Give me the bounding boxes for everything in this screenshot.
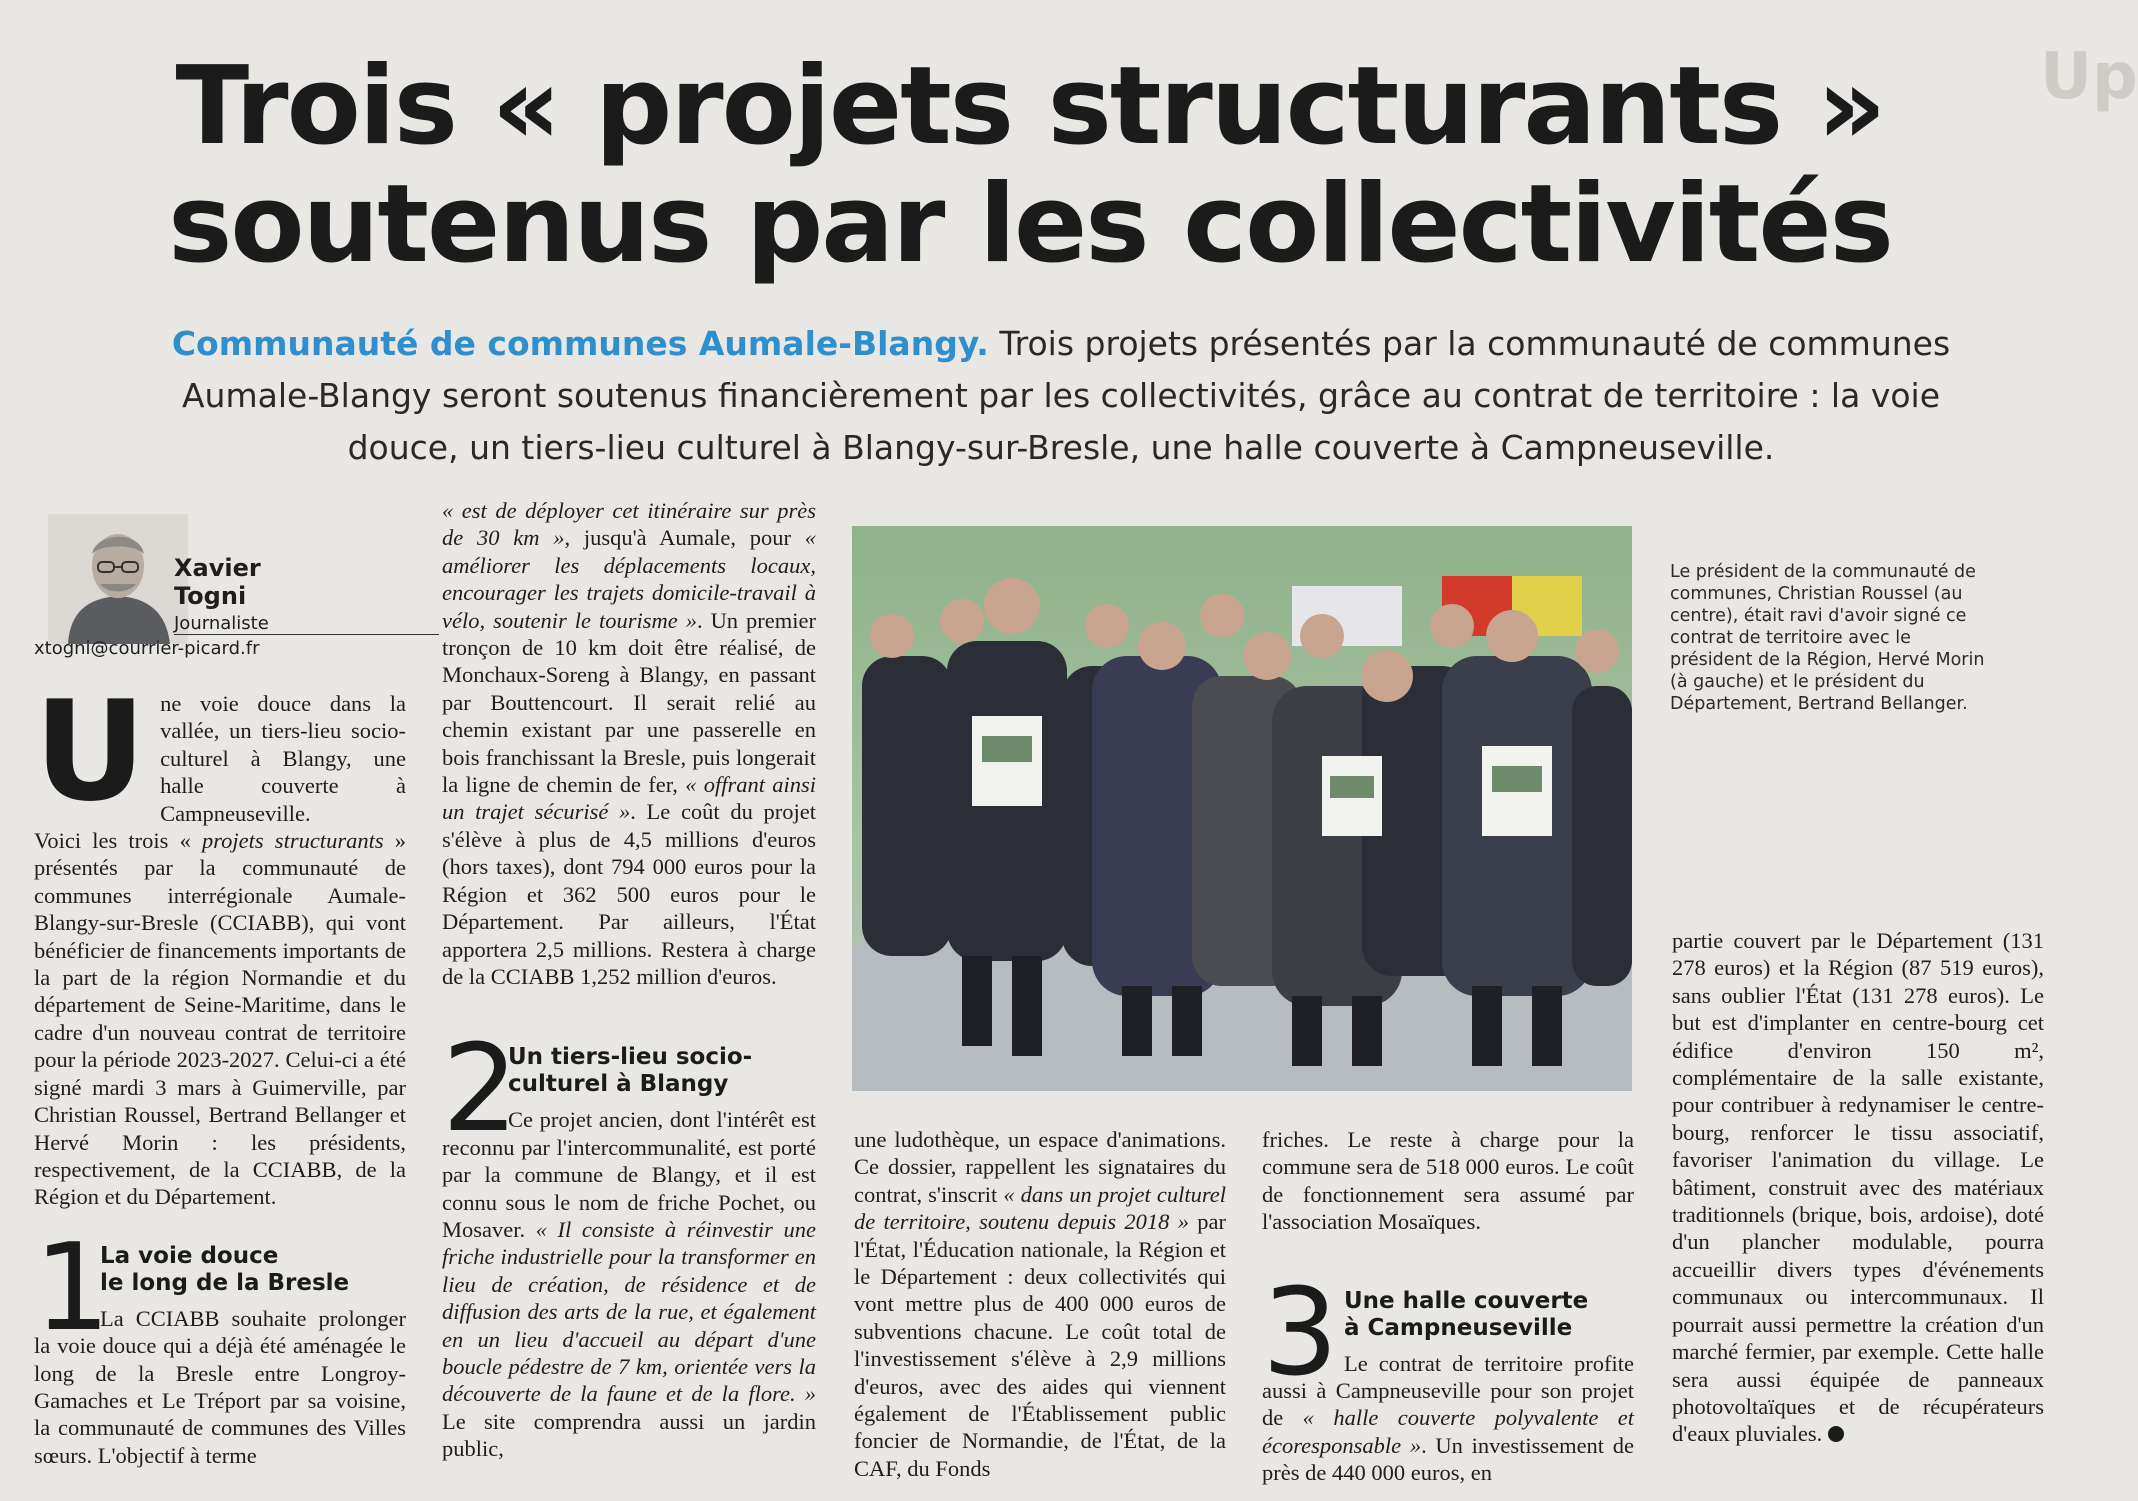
author-role: Journaliste bbox=[174, 613, 269, 634]
article-headline bbox=[150, 44, 1910, 287]
author-photo bbox=[48, 514, 188, 644]
section-2-title: Un tiers-lieu socio- culturel à Blangy bbox=[508, 1044, 753, 1098]
tiers-lieu-continued: une ludothèque, un espace d'animations. Ce dossier, rappellent les signataires du contrat, s'inscrit « dans un projet culturel de territoire, soutenu depuis 2018 » par l'État, l'Éducation nationale, la Région et le Département : deux collectivités qui vont mettre plus de 400 000 euros de subventions chacune. Le coût total de l'investissement s'élève à 2,9 millions d'euros, avec des aides qui viennent également de l'Établissement public foncier de Normandie, de l'État, de la CAF, du Fonds bbox=[854, 1127, 1227, 1481]
column-1 bbox=[34, 671, 406, 1469]
column-4 bbox=[1262, 1126, 1634, 1487]
headline-line-2: soutenus par les collectivités bbox=[168, 162, 1892, 287]
author-block bbox=[34, 510, 406, 660]
headline-line-1: Trois « projets structurants » bbox=[175, 44, 1885, 169]
section-3-title: Une halle couverte à Campneuseville bbox=[1344, 1287, 1589, 1341]
standfirst-kicker: Communauté de communes Aumale-Blangy. bbox=[171, 324, 989, 363]
section-2-heading bbox=[442, 1020, 816, 1160]
section-1-text: La CCIABB souhaite prolonger la voie douce qui a déjà été aménagée le long de la Bresle entre Longroy-Gamaches et Le Tréport par sa voisine, la communauté de communes des Villes sœurs. L'objectif à terme bbox=[34, 1305, 406, 1468]
end-of-article-bullet bbox=[1828, 1426, 1844, 1442]
column-5 bbox=[1672, 927, 2044, 1448]
section-1-heading bbox=[34, 1218, 406, 1358]
voie-douce-continued: « est de déployer cet itinéraire sur près de 30 km », jusqu'à Aumale, pour « améliorer les déplacements locaux, encourager les trajets domicile-travail à vélo, soutenir le tourisme ». Un premier tronçon de 10 km doit être réalisé, de Monchaux-Soreng à Blangy, en passant par Bouttencourt. Il serait relié au chemin existant par une passerelle en bois franchissant la Bresle, puis longerait la ligne de chemin de fer, « offrant ainsi un trajet sécurisé ». Le coût du projet s'élève à plus de 4,5 millions d'euros (hors taxes), dont 794 000 euros pour la Région et 362 500 euros pour le Département. Par ailleurs, l'État apportera 2,5 millions. Restera à charge de la CCIABB 1,252 million d'euros. bbox=[442, 498, 817, 989]
section-3-heading bbox=[1262, 1263, 1634, 1403]
drop-cap: U bbox=[34, 671, 147, 832]
section-2-text: Ce projet ancien, dont l'intérêt est reconnu par l'intercommunalité, est porté par la commune de Blangy, et il est connu sous le nom de friche Pochet, ou Mosaver. « Il consiste à réinvestir une friche industrielle pour la transformer en lieu de création, de résidence et de diffusion des arts de la rue, et également en un lieu d'accueil au départ d'une boucle pédestre de 7 km, orientée vers la découverte de la faune et de la flore. » Le site comprendra aussi un jardin public, bbox=[442, 1107, 816, 1462]
section-2-number: 2 bbox=[442, 1020, 519, 1160]
intro-paragraph: Voici les trois « projets structurants » présentés par la communauté de communes interrégionale Aumale-Blangy-sur-Bresle (CCIABB), qui vont bénéficier de financements importants de la part de la région Normandie et du département de Seine-Maritime, dans le cadre d'un nouveau contrat de territoire pour la période 2023-2027. Celui-ci a été signé mardi 3 mars à Guimerville, par Christian Roussel, Bertrand Bellanger et Hervé Morin : les présidents, respectivement, de la CCIABB, de la Région et du Département. bbox=[34, 828, 406, 1210]
column-2 bbox=[442, 497, 816, 1463]
author-email: xtogni@courrier-picard.fr bbox=[34, 638, 260, 659]
section-1-title: La voie douce le long de la Bresle bbox=[100, 1242, 350, 1296]
column-3 bbox=[854, 1126, 1226, 1482]
section-3-text: Le contrat de territoire profite aussi à Campneuseville pour son projet de « halle couverte polyvalente et écoresponsable ». Un investissement de près de 440 000 euros, en bbox=[1262, 1350, 1634, 1486]
author-divider bbox=[174, 634, 439, 635]
author-name: Xavier Togni bbox=[174, 554, 261, 610]
intro-lead-text: ne voie douce dans la vallée, un tiers-lieu socio-culturel à Blangy, une halle couverte à Campneuseville. bbox=[160, 691, 406, 826]
section-3-number: 3 bbox=[1262, 1263, 1339, 1403]
photo-caption: Le président de la communauté de communes, Christian Roussel (au centre), était ravi d'avoir signé ce contrat de territoire avec le président de la Région, Hervé Morin (à gauche) et le président du Département, Bertrand Bellanger. bbox=[1670, 562, 1985, 714]
tiers-lieu-end: friches. Le reste à charge pour la commune sera de 518 000 euros. Le coût de fonctionnement sera assumé par l'association Mosaïques. bbox=[1262, 1127, 1634, 1235]
bleed-through-text: Up bbox=[2040, 40, 2138, 114]
intro-lead bbox=[34, 671, 406, 832]
article-photo bbox=[852, 526, 1632, 1091]
article-standfirst bbox=[146, 318, 1976, 474]
standfirst-text: Trois projets présentés par la communauté de communes Aumale-Blangy seront soutenus financièrement par les collectivités, grâce au contrat de territoire : la voie douce, un tiers-lieu culturel à Blangy-sur-Bresle, une halle couverte à Campneuseville. bbox=[181, 324, 1951, 467]
halle-continued: partie couvert par le Département (131 278 euros) et la Région (87 519 euros), sans oublier l'État (131 278 euros). Le but est d'implanter en centre-bourg cet édifice d'environ 150 m², complémentaire de la salle existante, pour contribuer à redynamiser le centre-bourg, renforcer le tissu associatif, favoriser l'animation du village. Le bâtiment, construit avec des matériaux traditionnels (brique, bois, ardoise), doté d'un plancher modulable, pourra accueillir divers types d'événements communaux ou intercommunaux. Il pourrait aussi permettre la création d'un marché fermier, par exemple. Cette halle sera aussi équipée de panneaux photovoltaïques et de récupérateurs d'eaux pluviales. bbox=[1672, 928, 2044, 1447]
section-1-number: 1 bbox=[34, 1218, 111, 1358]
